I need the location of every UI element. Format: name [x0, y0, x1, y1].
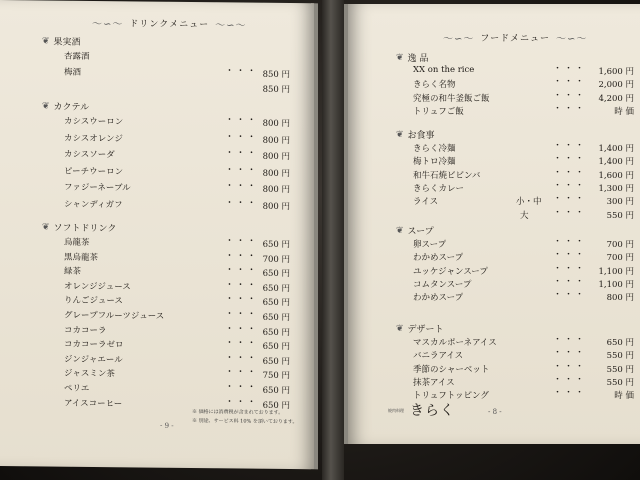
menu-item-name: 季節のシャーベット: [413, 364, 490, 375]
leader-dots: ・・・: [225, 164, 259, 176]
menu-item-price: 650 円: [606, 338, 634, 348]
menu-item-price: 650 円: [262, 283, 290, 294]
menu-item-price: 650 円: [262, 239, 290, 251]
menu-item-price: 1,600 円: [598, 170, 634, 181]
leader-dots: ・・・: [553, 250, 587, 261]
menu-item-price: 700 円: [262, 254, 290, 265]
page-number: - 8 -: [488, 408, 502, 416]
menu-item-name: シャンディガフ: [64, 199, 123, 210]
leader-dots: ・・・: [553, 64, 587, 74]
menu-item-price: 650 円: [262, 298, 290, 309]
menu-item-name: カシスウーロン: [64, 116, 124, 128]
menu-item-price: 650 円: [262, 356, 290, 367]
section-ornament-icon: ❦: [396, 52, 404, 63]
flourish-left-icon: 〜∽〜: [443, 34, 475, 45]
menu-item-price: 650 円: [262, 385, 290, 397]
menu-item-name: アイスコーヒー: [64, 398, 123, 409]
menu-item-price: 800 円: [262, 184, 290, 196]
leader-dots: ・・・: [225, 367, 259, 379]
menu-item-name: トリュフトッピング: [413, 391, 489, 402]
menu-item-name: コカコーラゼロ: [64, 339, 124, 351]
menu-item-name: 和牛石焼ビビンバ: [413, 170, 481, 181]
section-title: ❦ カクテル: [42, 100, 90, 113]
leader-dots: ・・・: [225, 294, 259, 306]
menu-item-name: わかめスープ: [413, 293, 464, 304]
leader-dots: ・・・: [553, 103, 587, 114]
leader-dots: ・・・: [553, 141, 587, 151]
leader-dots: ・・・: [225, 236, 259, 247]
menu-item-price: 650 円: [262, 327, 290, 338]
menu-item-price: 4,200 円: [598, 93, 634, 104]
menu-item-price: 1,100 円: [598, 266, 634, 277]
leader-dots: ・・・: [225, 309, 259, 320]
tax-footnote: ※ 価格には消費税が含まれております。: [192, 409, 284, 416]
menu-item-name: わかめスープ: [413, 253, 464, 264]
leader-dots: ・・・: [225, 323, 259, 335]
menu-item-name: ユッケジャンスープ: [413, 266, 488, 277]
food-menu-page: [344, 4, 640, 444]
leader-dots: ・・・: [553, 263, 587, 274]
leader-dots: ・・・: [225, 265, 259, 276]
flourish-right-icon: 〜∽〜: [215, 20, 247, 32]
leader-dots: ・・・: [553, 348, 587, 359]
leader-dots: ・・・: [553, 361, 587, 372]
section-title: ❦ 逸 品: [396, 52, 429, 64]
leader-dots: ・・・: [553, 237, 587, 247]
leader-dots: ・・・: [225, 382, 259, 393]
menu-item-price: 650 円: [262, 341, 290, 353]
leader-dots: ・・・: [553, 276, 587, 287]
leader-dots: ・・・: [553, 77, 587, 88]
menu-item-name: 梅酒: [64, 67, 82, 78]
drink-menu-header: 〜∽〜 ドリンクメニュー 〜∽〜: [92, 15, 247, 32]
section-ornament-icon: ❦: [396, 323, 404, 334]
menu-item-price: 550 円: [606, 364, 634, 375]
menu-item-price: 850 円: [262, 84, 290, 96]
brand-subtitle: 焼肉料理: [388, 408, 404, 413]
leader-dots: ・・・: [225, 181, 259, 192]
flourish-right-icon: 〜∽〜: [556, 34, 588, 45]
leader-dots: ・・・: [225, 280, 259, 291]
menu-item-name: ピーチウーロン: [64, 166, 124, 177]
menu-item-price: 550 円: [606, 351, 634, 362]
section-ornament-icon: ❦: [42, 35, 50, 47]
menu-item-name: 烏龍茶: [64, 237, 90, 248]
menu-item-price: 550 円: [606, 210, 634, 221]
menu-item-name: ファジーネーブル: [64, 182, 131, 194]
menu-item-price: 800 円: [262, 118, 290, 130]
menu-item-name: トリュフご飯: [413, 106, 464, 117]
leader-dots: ・・・: [225, 115, 259, 126]
menu-item-price: 1,600 円: [598, 67, 634, 77]
leader-dots: ・・・: [225, 148, 259, 159]
leader-dots: ・・・: [225, 197, 259, 209]
menu-item-name: きらく冷麺: [413, 144, 456, 154]
service-footnote: ※ 別途、サービス料 10% を頂いております。: [192, 418, 298, 426]
section-title: ❦ お食事: [396, 129, 435, 141]
section-ornament-icon: ❦: [396, 129, 404, 140]
menu-item-price: 800 円: [262, 168, 290, 179]
menu-item-name: カシスソーダ: [64, 149, 115, 161]
leader-dots: ・・・: [225, 131, 259, 143]
menu-item-name: 究極の和牛釜飯ご飯: [413, 93, 490, 104]
menu-item-price: 300 円: [606, 197, 634, 208]
menu-item-name: 杏露酒: [64, 51, 90, 62]
menu-item-name: グレープフルーツジュース: [64, 310, 165, 322]
menu-item-name: きらく名物: [413, 80, 456, 91]
menu-item-price: 時 価: [614, 391, 634, 402]
menu-item-name: カシスオレンジ: [64, 133, 123, 144]
menu-item-name: ジャスミン茶: [64, 369, 115, 380]
menu-item-name: XX on the rice: [413, 65, 475, 75]
menu-item-price: 800 円: [262, 201, 290, 212]
menu-item-price: 2,000 円: [598, 80, 634, 91]
page-number: - 9 -: [160, 421, 174, 430]
menu-spine: [322, 0, 344, 480]
menu-item-price: 800 円: [262, 151, 290, 163]
leader-dots: ・・・: [225, 396, 259, 408]
menu-item-price: 時 価: [614, 106, 634, 117]
section-title: ❦ ソフトドリンク: [42, 221, 117, 235]
menu-item-name: マスカルポーネアイス: [413, 338, 497, 348]
leader-dots: ・・・: [225, 250, 259, 262]
leader-dots: ・・・: [553, 90, 587, 101]
menu-item-name: 卵スープ: [413, 240, 447, 250]
section-ornament-icon: ❦: [42, 221, 50, 233]
leader-dots: ・・・: [553, 207, 587, 218]
menu-item-name: ペリエ: [64, 383, 90, 394]
leader-dots: ・・・: [553, 388, 587, 399]
section-title: ❦ スープ: [396, 225, 434, 237]
menu-item-name: 黒烏龍茶: [64, 252, 99, 263]
menu-item-name: 緑茶: [64, 266, 82, 278]
menu-item-price: 650 円: [262, 268, 290, 280]
leader-dots: ・・・: [553, 154, 587, 165]
menu-item-name: きらくカレー: [413, 183, 465, 194]
section-title: ❦ 果実酒: [42, 35, 81, 48]
menu-item-price: 1,400 円: [598, 157, 634, 168]
menu-item-price: 650 円: [262, 400, 290, 411]
menu-item-name: ジンジャエール: [64, 354, 123, 366]
menu-item-price: 1,400 円: [598, 144, 634, 154]
menu-item-price: 750 円: [262, 371, 290, 382]
menu-item-price: 800 円: [262, 135, 290, 146]
menu-item-name: コカコーラ: [64, 325, 107, 336]
menu-item-name: バニラアイス: [413, 351, 464, 362]
leader-dots: ・・・: [553, 180, 587, 191]
menu-item-size: 大: [520, 210, 529, 221]
menu-item-price: 700 円: [606, 240, 634, 250]
menu-item-price: 550 円: [606, 377, 634, 388]
leader-dots: ・・・: [225, 65, 259, 77]
menu-item-price: 1,100 円: [598, 279, 634, 290]
menu-item-size: 小・中: [516, 197, 542, 208]
leader-dots: ・・・: [553, 194, 587, 205]
food-menu-header: 〜∽〜 フードメニュー 〜∽〜: [443, 30, 587, 45]
menu-item-name: 抹茶アイス: [413, 377, 455, 388]
menu-item-price: 1,300 円: [598, 183, 634, 194]
menu-item-price: 800 円: [606, 293, 634, 304]
section-ornament-icon: ❦: [42, 100, 50, 112]
leader-dots: ・・・: [225, 338, 259, 349]
leader-dots: ・・・: [553, 290, 587, 301]
leader-dots: ・・・: [225, 353, 259, 364]
menu-item-name: オレンジジュース: [64, 281, 131, 293]
leader-dots: ・・・: [553, 167, 587, 178]
menu-item-price: 700 円: [606, 253, 634, 264]
menu-item-name: コムタンスープ: [413, 279, 472, 290]
leader-dots: ・・・: [553, 374, 587, 385]
flourish-left-icon: 〜∽〜: [92, 18, 124, 31]
section-ornament-icon: ❦: [396, 225, 404, 236]
menu-item-price: 850 円: [262, 69, 290, 80]
section-title: ❦ デザート: [396, 323, 444, 335]
menu-item-name: 梅トロ冷麺: [413, 157, 456, 168]
menu-item-price: 650 円: [262, 312, 290, 324]
drink-menu-page: [0, 0, 318, 469]
menu-item-name: りんごジュース: [64, 296, 123, 307]
brand-logo: きらく: [410, 403, 455, 419]
menu-item-name: ライス: [413, 197, 439, 208]
leader-dots: ・・・: [553, 335, 587, 345]
